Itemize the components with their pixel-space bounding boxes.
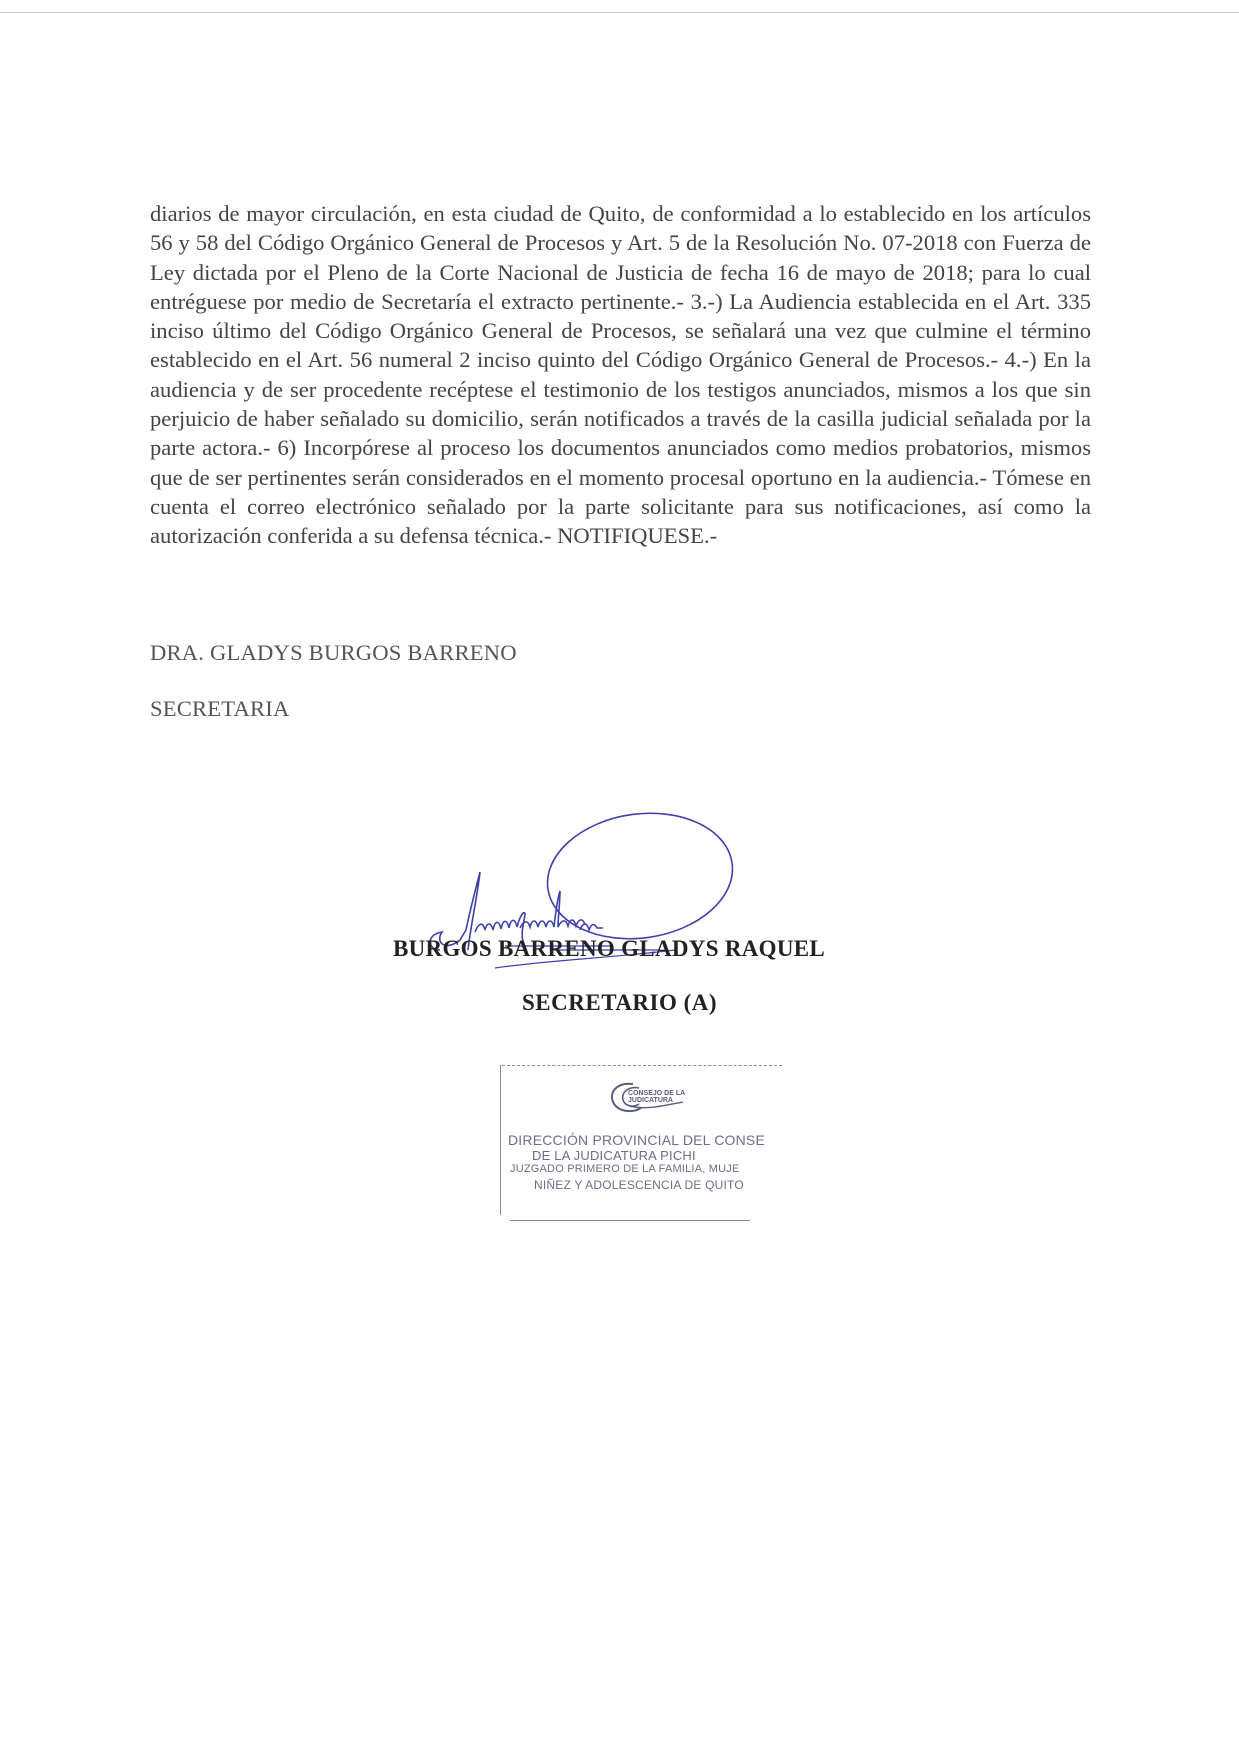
stamp-border — [510, 1220, 750, 1222]
official-stamp — [500, 1060, 785, 1240]
page-top-edge — [0, 12, 1239, 13]
signer-bold-title: SECRETARIO (A) — [522, 990, 718, 1015]
signer-bold-name: BURGOS BARRENO GLADYS RAQUEL — [393, 936, 826, 961]
stamp-line: DE LA JUDICATURA PICHI — [532, 1148, 696, 1163]
stamp-line: NIÑEZ Y ADOLESCENCIA DE QUITO — [534, 1178, 744, 1192]
stamp-line: JUZGADO PRIMERO DE LA FAMILIA, MUJE — [510, 1163, 740, 1175]
stamp-border — [502, 1065, 782, 1067]
stamp-line: DIRECCIÓN PROVINCIAL DEL CONSE — [508, 1132, 766, 1148]
signer-typed-name: DRA. GLADYS BURGOS BARRENO — [150, 640, 517, 665]
stamp-border — [500, 1065, 502, 1215]
body-paragraph: diarios de mayor circulación, en esta ciudad de Quito, de conformidad a lo establecido en los artículos 56 y 58 del Código Orgánico General de Procesos y Art. 5 de la Resolución No. 07-2018 con Fuerza de Ley dictada por el Pleno de la Corte Nacional de Justicia de fecha 16 de mayo de 2018; para lo cual entréguese por medio de Secretaría el extracto pertinente.- 3.-) La Audiencia establecida en el Art. 335 inciso último del Código Orgánico General de Procesos, se señalará una vez que culmine el término establecido en el Art. 56 numeral 2 inciso quinto del Código Orgánico General de Procesos.- 4.-) En la audiencia y de ser procedente recéptese el testimonio de los testigos anunciados, mismos a los que sin perjuicio de haber señalado su domicilio, serán notificados a través de la casilla judicial señalada por la parte actora.- 6) Incorpórese al proceso los documentos anunciados como medios probatorios, mismos que de ser pertinentes serán considerados en el momento procesal oportuno en la audiencia.- Tómese en cuenta el correo electrónico señalado por la parte solicitante para sus notificaciones, así como la autorización conferida a su defensa técnica.- NOTIFIQUESE.- — [150, 201, 1091, 549]
stamp-logo-text: CONSEJO DE LA — [628, 1090, 686, 1097]
signer-typed-role: SECRETARIA — [150, 696, 290, 721]
stamp-logo-text: JUDICATURA — [628, 1097, 673, 1104]
